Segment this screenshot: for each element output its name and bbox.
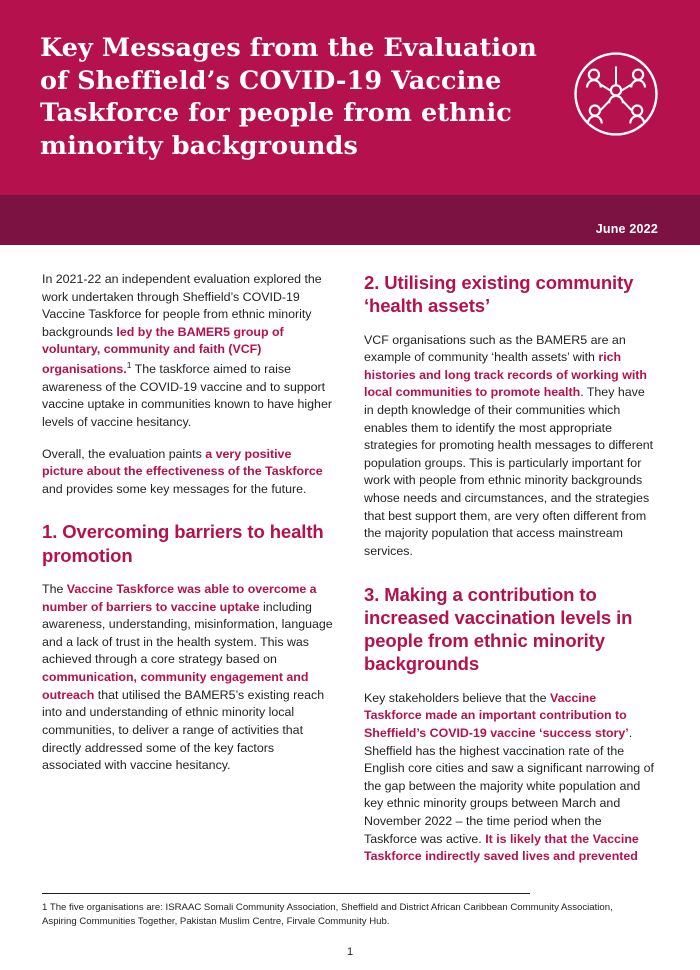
right-column	[364, 271, 656, 885]
intro-text-2: The taskforce aimed to raise awareness of the COVID-19 vaccine and to support vaccine uptake in communities known to have higher levels of vaccine hesitancy.	[42, 362, 332, 429]
section-1-highlight-2: communication, community engagement and outreach	[42, 670, 309, 702]
intro-highlight: led by the BAMER5 group of voluntary, community and faith (VCF) organisations.	[42, 324, 284, 377]
community-network-icon	[570, 48, 662, 140]
left-column	[42, 271, 334, 885]
section-3-paragraph	[364, 690, 656, 866]
publication-date: June 2022	[595, 222, 658, 236]
section-3-heading: 3. Making a contribution to increased vaccination levels in people from ethnic minority backgrounds	[364, 583, 633, 675]
overall-text-1: Overall, the evaluation paints	[42, 446, 206, 461]
footnote-marker: 1	[126, 360, 132, 371]
section-1-highlight-1: Vaccine Taskforce was able to overcome a number of barriers to vaccine uptake	[42, 582, 317, 614]
section-3-highlight-1: Vaccine Taskforce made an important contribution to Sheffield’s COVID-19 vaccine ‘success story’	[364, 690, 629, 740]
page-title: Key Messages from the Evaluation of Sheffield’s COVID-19 Vaccine Taskforce for people from ethnic minority backgrounds	[40, 33, 537, 161]
section-2-paragraph	[364, 332, 656, 561]
document-header	[0, 0, 700, 195]
section-2-text-1: VCF organisations such as the BAMER5 are an example of community ‘health assets’ with	[364, 332, 626, 365]
section-2-heading: 2. Utilising existing community ‘health assets’	[364, 272, 634, 317]
section-1-heading: 1. Overcoming barriers to health promotion	[42, 521, 324, 566]
section-2-highlight: rich histories and long track records of working with local communities to promote health	[364, 350, 647, 400]
page-number: 1	[346, 946, 354, 958]
document-body	[0, 245, 700, 885]
section-3-text-2: . Sheffield has the highest vaccination rate of the English core cities and saw a significant narrowing of the gap between the majority white population and key ethnic minority groups between March and November 2022 – the time period when the Taskforce was active.	[364, 725, 654, 846]
footnote-text: 1 The five organisations are: ISRAAC Somali Community Association, Sheffield and District African Caribbean Community Association, Aspiring Communities Together, Pakistan Muslim Centre, Firvale Community Hub.	[42, 902, 613, 927]
section-3-highlight-2: It is likely that the Vaccine Taskforce indirectly saved lives and prevented	[364, 831, 639, 864]
section-1-text-3: that utilised the BAMER5’s existing reach into and understanding of ethnic minority local communities, to deliver a range of activities that directly addressed some of the key factors associated with vaccine hesitancy.	[42, 687, 325, 773]
overall-paragraph	[42, 446, 334, 499]
section-1-text-2: including awareness, understanding, misinformation, language and a lack of trust in the health system. This was achieved through a core strategy based on	[42, 599, 333, 667]
intro-text-1: In 2021-22 an independent evaluation explored the work undertaken through Sheffield’s COVID-19 Vaccine Taskforce for people from ethnic minority backgrounds	[42, 272, 322, 339]
section-3-text-1: Key stakeholders believe that the	[364, 690, 550, 705]
section-1-text-1: The	[42, 582, 67, 597]
date-bar	[0, 195, 700, 245]
overall-text-2: and provides some key messages for the future.	[42, 481, 307, 496]
overall-highlight: a very positive picture about the effectiveness of the Taskforce	[42, 446, 323, 479]
section-2-text-2: . They have in depth knowledge of their communities which enables them to identify the most appropriate strategies for promoting health messages to different population groups. This is particularly important for work with people from ethnic minority backgrounds whose needs and circumstances, and the strategies that best support them, are very often different from the majority population that access mainstream services.	[364, 385, 654, 558]
footnote-divider	[42, 893, 530, 894]
intro-paragraph	[42, 271, 334, 432]
section-1-paragraph	[42, 581, 334, 775]
